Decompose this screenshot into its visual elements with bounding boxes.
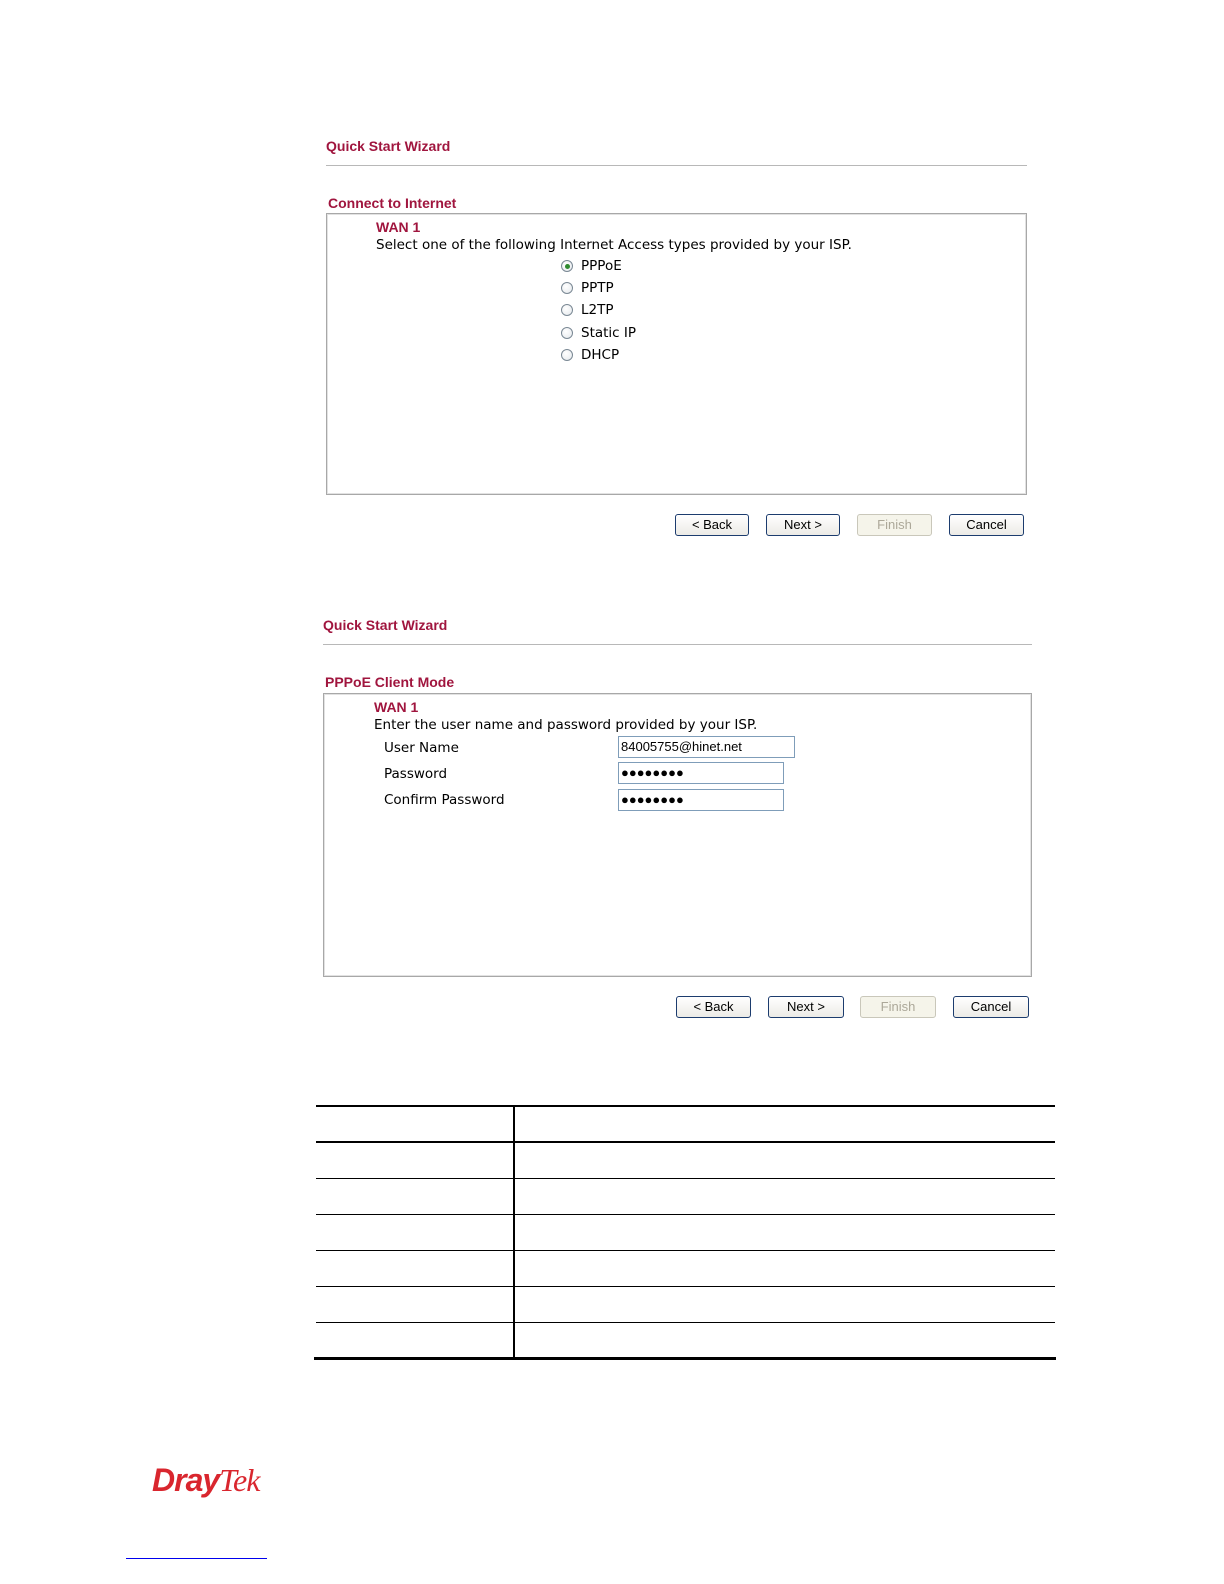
table-row-line xyxy=(316,1250,1055,1251)
wizard2-section-title: PPPoE Client Mode xyxy=(325,674,455,690)
table-column-divider xyxy=(513,1105,515,1359)
confirm-password-input[interactable]: ●●●●●●●● xyxy=(618,789,784,811)
table-row-line xyxy=(316,1286,1055,1287)
wizard2-wan-label: WAN 1 xyxy=(374,699,419,715)
user-name-input[interactable]: 84005755@hinet.net xyxy=(618,736,795,758)
radio-option-l2tp[interactable] xyxy=(561,302,614,318)
draytek-logo xyxy=(152,1462,259,1499)
wizard1-title: Quick Start Wizard xyxy=(326,138,451,154)
wizard1-panel xyxy=(326,213,1027,495)
radio-unchecked-icon[interactable] xyxy=(561,327,573,339)
wizard1-section-title: Connect to Internet xyxy=(328,195,457,211)
radio-unchecked-icon[interactable] xyxy=(561,349,573,361)
wizard1-next-button[interactable]: Next > xyxy=(766,514,840,536)
radio-option-static-ip[interactable] xyxy=(561,325,636,341)
logo-tek: Tek xyxy=(219,1462,260,1498)
wizard1-instruction: Select one of the following Internet Access types provided by your ISP. xyxy=(376,237,852,253)
wizard1-back-button[interactable]: < Back xyxy=(675,514,749,536)
wizard2-next-button[interactable]: Next > xyxy=(768,996,844,1018)
radio-label: L2TP xyxy=(581,302,614,318)
password-label: Password xyxy=(384,766,448,782)
wizard2-divider xyxy=(323,644,1032,645)
footer-link-line xyxy=(126,1558,267,1559)
radio-unchecked-icon[interactable] xyxy=(561,282,573,294)
wizard2-instruction: Enter the user name and password provided by your ISP. xyxy=(374,717,758,733)
table-row-line xyxy=(316,1178,1055,1179)
wizard2-back-button[interactable]: < Back xyxy=(676,996,751,1018)
wizard1-divider xyxy=(326,165,1027,166)
wizard2-title: Quick Start Wizard xyxy=(323,617,448,633)
radio-unchecked-icon[interactable] xyxy=(561,304,573,316)
table-bottom-border xyxy=(314,1357,1056,1360)
radio-label: Static IP xyxy=(581,325,637,341)
radio-label: PPTP xyxy=(581,280,614,296)
radio-checked-icon[interactable] xyxy=(561,260,573,272)
password-input[interactable]: ●●●●●●●● xyxy=(618,762,784,784)
confirm-password-label: Confirm Password xyxy=(384,792,505,808)
table-row-line xyxy=(316,1214,1055,1215)
radio-label: DHCP xyxy=(581,347,620,363)
radio-option-pppoe[interactable] xyxy=(561,258,622,274)
wizard2-finish-button[interactable]: Finish xyxy=(860,996,936,1018)
radio-option-dhcp[interactable] xyxy=(561,347,619,363)
wizard1-finish-button[interactable]: Finish xyxy=(857,514,932,536)
radio-option-pptp[interactable] xyxy=(561,280,614,296)
logo-dray: Dray xyxy=(152,1462,220,1498)
wizard2-cancel-button[interactable]: Cancel xyxy=(953,996,1029,1018)
user-name-label: User Name xyxy=(384,740,459,756)
table-row-line xyxy=(316,1322,1055,1323)
table-row-line xyxy=(316,1141,1055,1143)
wizard1-wan-label: WAN 1 xyxy=(376,219,421,235)
wizard1-cancel-button[interactable]: Cancel xyxy=(949,514,1024,536)
table-top-border xyxy=(316,1105,1055,1107)
radio-label: PPPoE xyxy=(581,258,622,274)
